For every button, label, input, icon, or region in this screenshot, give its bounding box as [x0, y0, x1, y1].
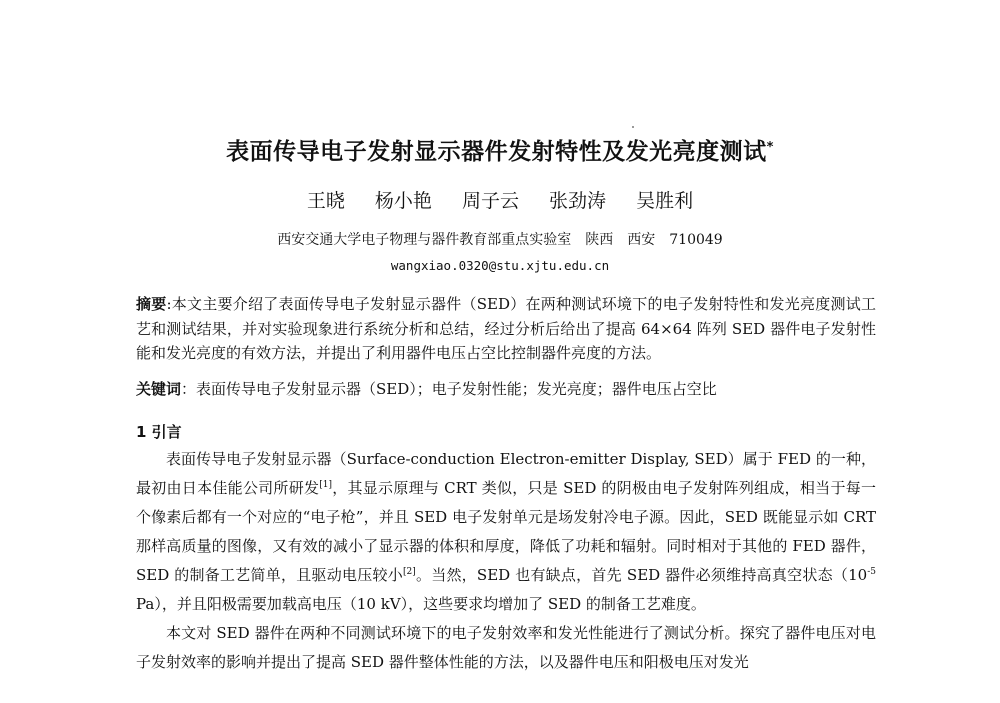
- keywords-label: 关键词: [136, 380, 182, 398]
- abstract-label: 摘要: [136, 295, 167, 313]
- paragraph-text: Pa），并且阳极需要加载高电压（10 kV），这些要求均增加了 SED 的制备工艺难度。: [136, 595, 706, 613]
- paragraph-text: 本文对 SED 器件在两种不同测试环境下的电子发射效率和发光性能进行了测试分析。探究了器件电压对电子发射效率的影响并提出了提高 SED 器件整体性能的方法，以及器件电压和阳极电压对发光: [136, 624, 876, 671]
- author-name: 周子云: [461, 190, 519, 212]
- affiliation: 西安交通大学电子物理与器件教育部重点实验室 陕西 西安 710049: [277, 232, 723, 248]
- citation-ref: [2]: [402, 567, 416, 577]
- author-name: 吴胜利: [636, 190, 694, 212]
- author-list: [0, 188, 1000, 214]
- paper-title: [0, 137, 1000, 167]
- paragraph: [136, 619, 876, 677]
- author-name: 王晓: [306, 190, 345, 212]
- abstract-text: :本文主要介绍了表面传导电子发射显示器件（SED）在两种测试环境下的电子发射特性和发光亮度测试工艺和测试结果，并对实验现象进行系统分析和总结，经过分析后给出了提高 64×64 阵列 SED 器件电子发射性能和发光亮度的有效方法，并提出了利用器件电压占空比控制器件亮度的方法。: [136, 295, 876, 362]
- author-email: wangxiao.0320@stu.xjtu.edu.cn: [390, 258, 610, 273]
- body-text: [136, 445, 876, 677]
- paragraph-text: 表面传导电子发射显示器（Surface-conduction Electron-emitter Display, SED）属于 FED 的一种，最初由日本佳能公司所研发: [136, 450, 876, 497]
- title-footnote-mark: *: [766, 140, 774, 155]
- citation-ref: [1]: [319, 480, 332, 490]
- paragraph-text: 。当然，SED 也有缺点，首先 SED 器件必须维持高真空状态（10: [415, 566, 868, 584]
- exponent: -5: [867, 567, 876, 577]
- abstract: [136, 292, 876, 366]
- author-name: 张劲涛: [549, 190, 607, 212]
- title-text: 表面传导电子发射显示器件发射特性及发光亮度测试: [226, 139, 767, 165]
- paragraph-text: ，其显示原理与 CRT 类似，只是 SED 的阴极由电子发射阵列组成，相当于每一个像素后都有一个对应的“电子枪”，并且 SED 电子发射单元是场发射冷电子源。因此，SED 既能显示如 CRT 那样高质量的图像，又有效的减小了显示器的体积和厚度，降低了功耗和辐射。同时相对于其他的 FED 器件，SED 的制备工艺简单，且驱动电压较小: [136, 479, 876, 584]
- keywords-text: ：表面传导电子发射显示器（SED）；电子发射性能；发光亮度；器件电压占空比: [181, 380, 717, 398]
- keywords: [136, 377, 876, 401]
- paragraph: [136, 445, 876, 619]
- scan-speck: [632, 126, 634, 128]
- author-name: 杨小艳: [374, 190, 432, 212]
- section-heading-introduction: 1 引言: [136, 423, 182, 441]
